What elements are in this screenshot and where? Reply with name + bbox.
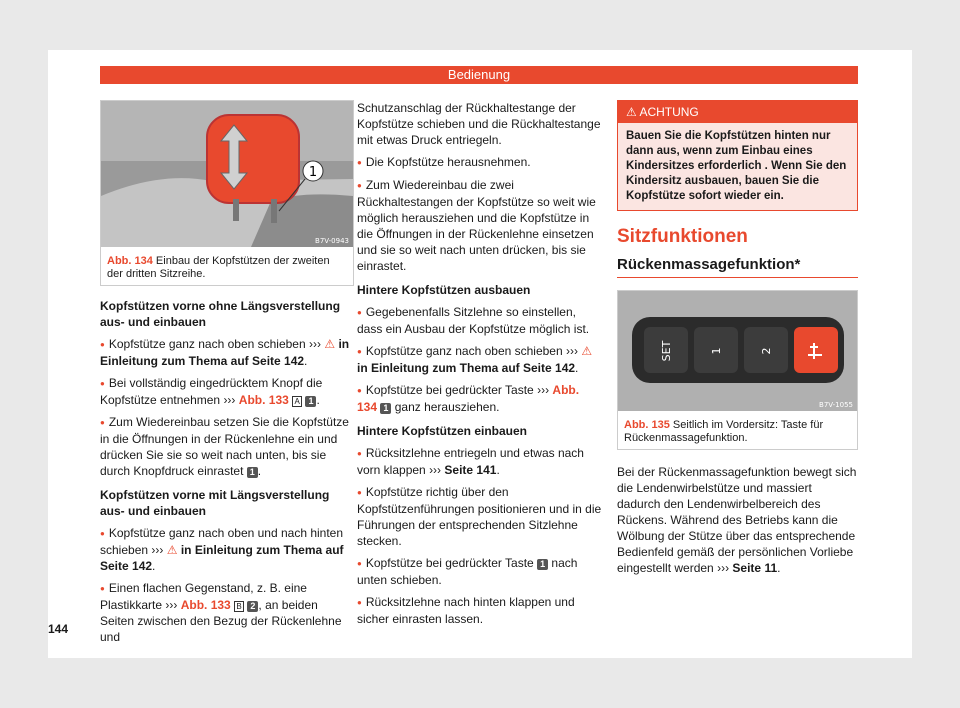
list-item: ● Kopfstütze richtig über den Kopfstützenführungen positionieren und in die Führungen der entsprechenden Sitzlehne stecken. bbox=[357, 484, 602, 549]
list-item: ● Bei vollständig eingedrücktem Knopf die Kopfstütze entnehmen ››› Abb. 133 A 1 . bbox=[100, 375, 354, 408]
figure-code: B7V-0943 bbox=[315, 237, 349, 245]
heading: Kopfstützen vorne mit Längsverstellung aus- und einbauen bbox=[100, 488, 330, 518]
heading: Hintere Kopfstützen ausbauen bbox=[357, 283, 531, 297]
warning-header: ⚠ ACHTUNG bbox=[618, 101, 857, 123]
section-title: Sitzfunktionen bbox=[617, 226, 748, 247]
button-2-label: 2 bbox=[760, 347, 773, 355]
figure-caption: Abb. 134 Einbau der Kopfstützen der zweiten der dritten Sitzreihe. bbox=[101, 251, 353, 285]
figure-135 bbox=[617, 290, 858, 450]
list-item: ● Gegebenenfalls Sitzlehne so einstellen, dass ein Ausbau der Kopfstütze möglich ist. bbox=[357, 304, 602, 337]
list-item: ● Zum Wiedereinbau die zwei Rückhaltestangen der Kopfstütze so weit wie möglich herausziehen und die Kopfstütze in die Öffnungen in der Rückenlehne einsetzen und sie so weit nach unten drücken, bis sie einrastet. bbox=[357, 177, 602, 274]
warning-icon: ⚠ bbox=[626, 105, 637, 119]
column-3 bbox=[617, 100, 858, 582]
list-item: ● Kopfstütze bei gedrückter Taste 1 nach unten schieben. bbox=[357, 555, 602, 588]
list-item: ● Rücksitzlehne nach hinten klappen und sicher einrasten lassen. bbox=[357, 594, 602, 627]
page-header: Bedienung bbox=[100, 66, 858, 84]
column-1 bbox=[100, 100, 354, 651]
list-item: ● Einen flachen Gegenstand, z. B. eine Plastikkarte ››› Abb. 133 B 2 , an beiden Seiten zwischen den Bezug der Rückenlehne und bbox=[100, 580, 354, 645]
warning-icon: ⚠ bbox=[324, 337, 336, 351]
figure-134 bbox=[100, 100, 354, 286]
subsection-title: Rückenmassagefunktion* bbox=[617, 257, 858, 278]
warning-icon: ⚠ bbox=[166, 543, 178, 557]
callout-1: 1 bbox=[308, 165, 318, 180]
figure-link[interactable]: Abb. 133 bbox=[180, 598, 231, 612]
paragraph: Bei der Rückenmassagefunktion bewegt sich die Lendenwirbelstütze und massiert dadurch den Lendenwirbelbereich des Rückens. Während des Betriebs kann die Wölbung der Stütze über das entsprechende Bedienfeld gemäß der persönlichen Vorliebe eingestellt werden ››› Seite 11. bbox=[617, 465, 857, 575]
column-2 bbox=[357, 100, 602, 633]
figure-link[interactable]: Abb. 134 bbox=[357, 383, 580, 414]
massage-buttons-image bbox=[618, 291, 857, 411]
list-item: ● Rücksitzlehne entriegeln und etwas nach vorn klappen ››› Seite 141. bbox=[357, 445, 602, 478]
heading: Hintere Kopfstützen einbauen bbox=[357, 424, 528, 438]
figure-code: B7V-1055 bbox=[819, 401, 853, 409]
list-item: ● Kopfstütze ganz nach oben schieben ››› ⚠ in Einleitung zum Thema auf Seite 142. bbox=[357, 343, 602, 376]
figure-link[interactable]: Abb. 133 bbox=[238, 393, 289, 407]
paragraph: Schutzanschlag der Rückhaltestange der Kopfstütze schieben und die Rückhaltestange mit etwas Druck entriegeln. bbox=[357, 101, 601, 147]
warning-icon: ⚠ bbox=[581, 344, 593, 358]
page-link[interactable]: Seite 11 bbox=[732, 561, 778, 575]
warning-box bbox=[617, 100, 858, 211]
page-number: 144 bbox=[48, 622, 69, 636]
list-item: ● Die Kopfstütze herausnehmen. bbox=[357, 154, 602, 171]
warning-text: Bauen Sie die Kopfstützen hinten nur dann aus, wenn zum Einbau eines Kindersitzes erforderlich . Wenn Sie den Kindersitz ausbauen, bauen Sie die Kopfstütze sofort wieder ein. bbox=[626, 130, 847, 202]
page-link[interactable]: Seite 141 bbox=[444, 463, 497, 477]
list-item: ● Zum Wiedereinbau setzen Sie die Kopfstütze in die Öffnungen in der Rückenlehne ein und drücken Sie sie so weit nach unten, bis sie durch Knopfdruck einrastet 1 . bbox=[100, 414, 354, 479]
list-item: ● Kopfstütze ganz nach oben und nach hinten schieben ››› ⚠ in Einleitung zum Thema auf Seite 142. bbox=[100, 525, 354, 574]
list-item: ● Kopfstütze ganz nach oben schieben ››› ⚠ in Einleitung zum Thema auf Seite 142. bbox=[100, 336, 354, 369]
figure-caption: Abb. 135 Seitlich im Vordersitz: Taste für Rückenmassagefunktion. bbox=[618, 415, 857, 449]
button-1-label: 1 bbox=[710, 347, 723, 355]
set-button-label: SET bbox=[660, 340, 673, 362]
headrest-image bbox=[101, 101, 353, 247]
list-item: ● Kopfstütze bei gedrückter Taste ››› Abb. 134 1 ganz herausziehen. bbox=[357, 382, 602, 415]
heading: Kopfstützen vorne ohne Längsverstellung aus- und einbauen bbox=[100, 299, 341, 329]
